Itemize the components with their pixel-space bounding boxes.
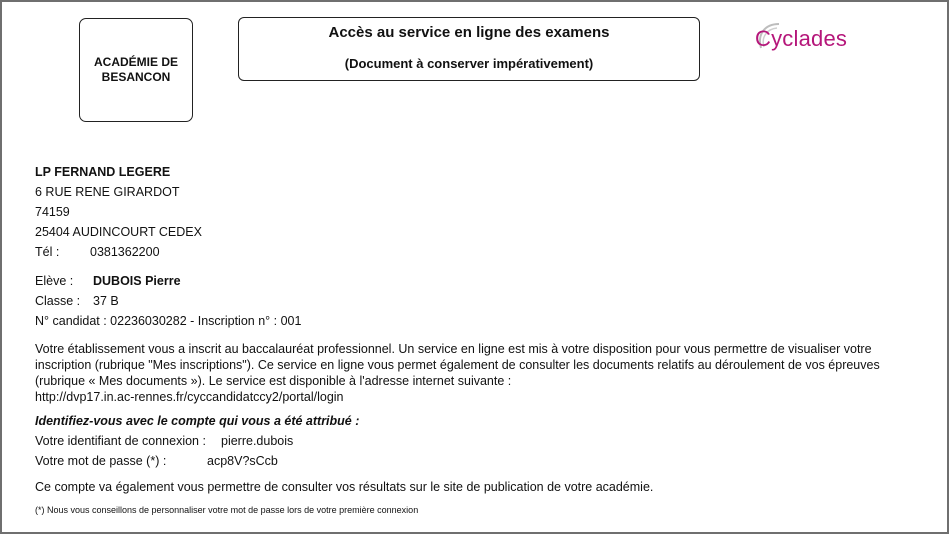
establishment-name: LP FERNAND LEGERE [35, 165, 171, 179]
service-url: http://dvp17.in.ac-rennes.fr/cyccandidatccy2/portal/login [35, 390, 344, 404]
login-value: pierre.dubois [221, 434, 294, 448]
title-box [238, 17, 700, 81]
credentials-heading: Identifiez-vous avec le compte qui vous a été attribué : [35, 414, 360, 428]
candidate-line: N° candidat : 02236030282 - Inscription n° : 001 [35, 314, 302, 328]
cyclades-logo [755, 20, 865, 60]
document-title: Accès au service en ligne des examens [328, 24, 610, 41]
document-subtitle: (Document à conserver impérativement) [344, 56, 594, 71]
academie-line1: ACADÉMIE DE [93, 55, 178, 69]
service-paragraph [35, 341, 925, 405]
phone-value: 0381362200 [90, 245, 160, 259]
phone-label: Tél : [35, 245, 60, 259]
eleve-name: DUBOIS Pierre [93, 274, 181, 288]
password-label: Votre mot de passe (*) : [35, 454, 167, 468]
academie-line2: BESANCON [101, 70, 171, 84]
results-note: Ce compte va également vous permettre de consulter vos résultats sur le site de publication de votre académie. [35, 480, 654, 494]
logo-text: Cyclades [755, 26, 848, 51]
login-label: Votre identifiant de connexion : [35, 434, 206, 448]
paragraph-line-2: inscription (rubrique "Mes inscriptions"). Ce service en ligne vous permet également de consulter les documents relatifs au déroulement de vos épreuves [35, 358, 880, 372]
establishment-postal-box: 74159 [35, 205, 70, 219]
academie-box [79, 18, 193, 122]
classe-label: Classe : [35, 294, 81, 308]
paragraph-line-3: (rubrique « Mes documents »). Le service est disponible à l'adresse internet suivante : [35, 374, 512, 388]
paragraph-line-1: Votre établissement vous a inscrit au baccalauréat professionnel. Un service en ligne est mis à votre disposition pour vous permettre de visualiser votre [35, 342, 872, 356]
classe-value: 37 B [93, 294, 119, 308]
password-value: acp8V?sCcb [207, 454, 278, 468]
establishment-address: 6 RUE RENE GIRARDOT [35, 185, 180, 199]
eleve-label: Elève : [35, 274, 74, 288]
password-footnote: (*) Nous vous conseillons de personnaliser votre mot de passe lors de votre première connexion [35, 505, 419, 515]
establishment-city: 25404 AUDINCOURT CEDEX [35, 225, 202, 239]
